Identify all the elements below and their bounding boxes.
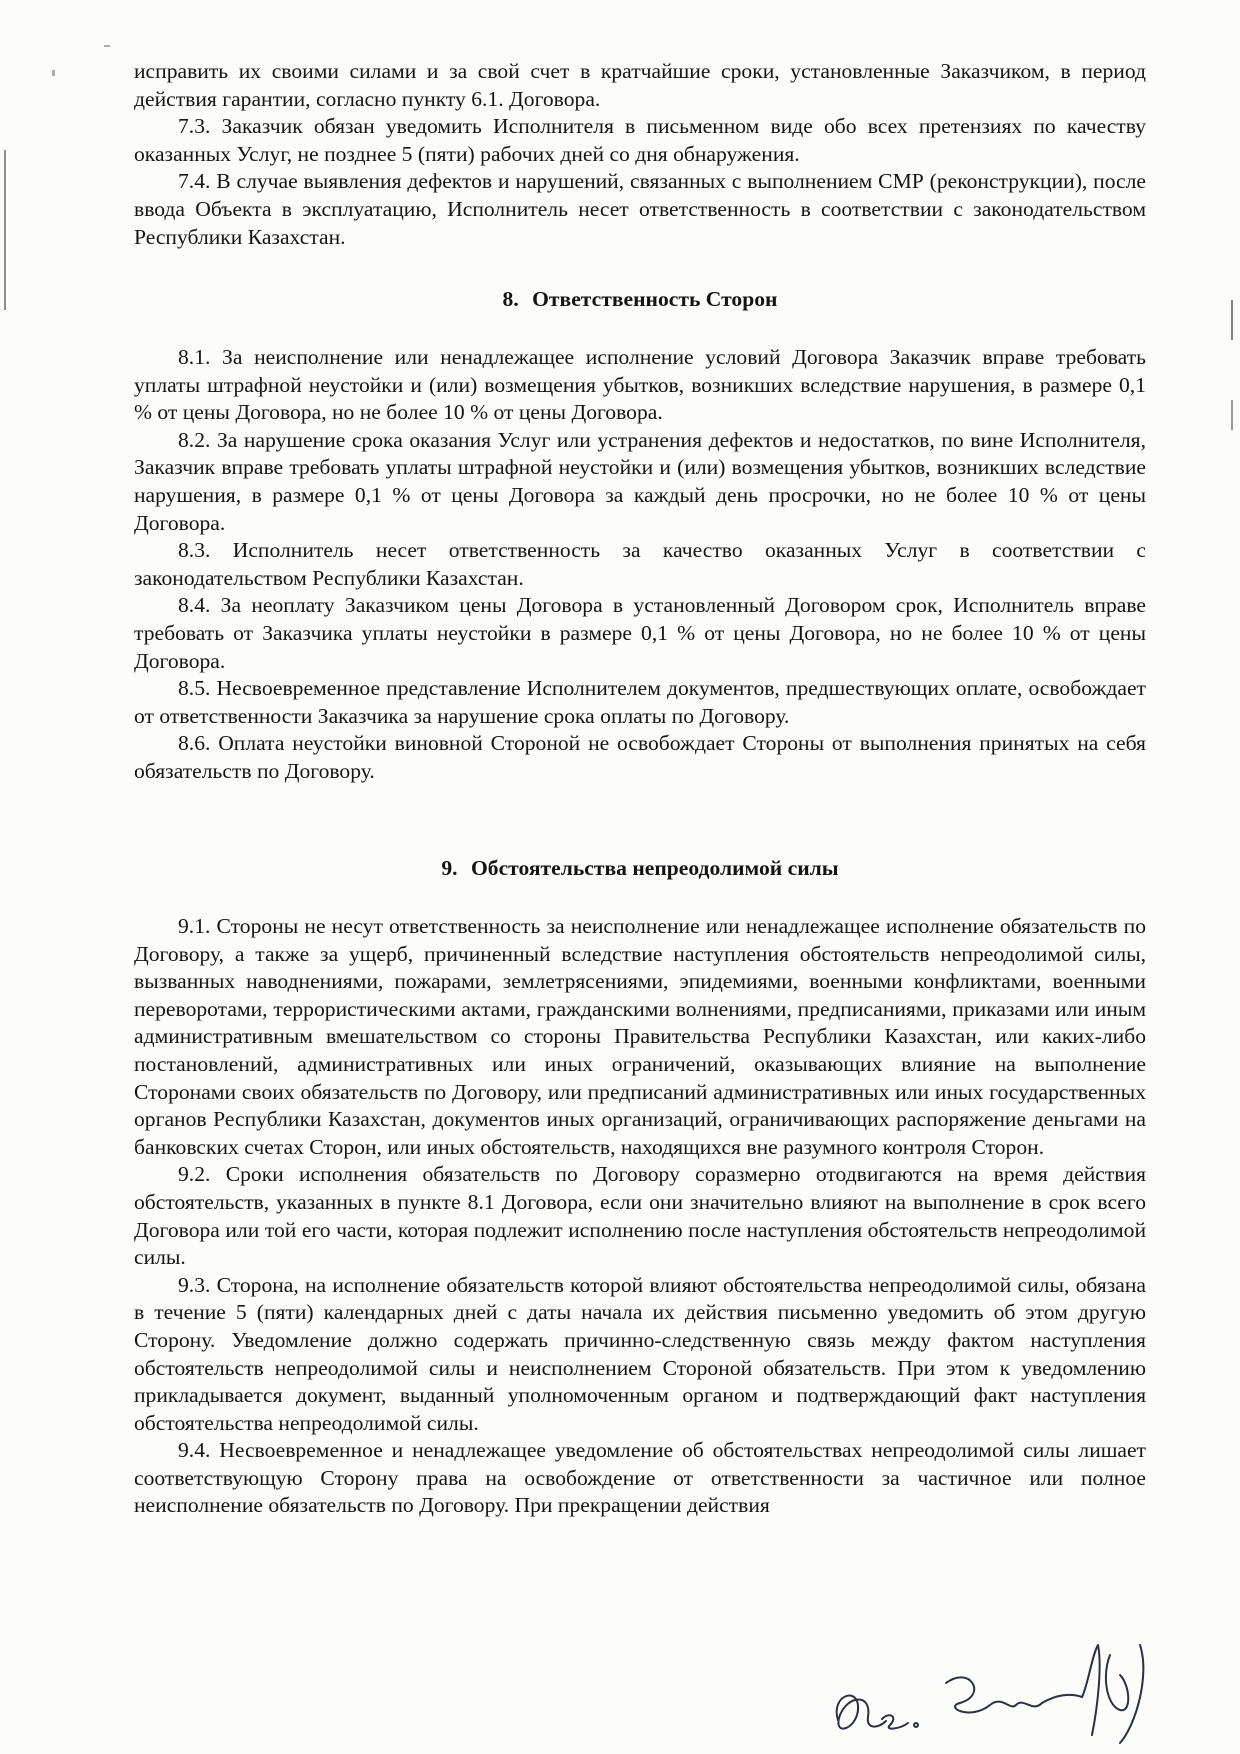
paragraph-8-3: 8.3. Исполнитель несет ответственность за качество оказанных Услуг в соответствии с законодательством Республики Казахстан. <box>134 538 1146 590</box>
section-9-heading <box>134 854 1146 882</box>
paragraph-8-2: 8.2. За нарушение срока оказания Услуг или устранения дефектов и недостатков, по вине Исполнителя, Заказчик вправе требовать уплаты штрафной неустойки и (или) возмещения убытков, возникших вследствие нарушения, в размере 0,1 % от цены Договора за каждый день просрочки, но не более 10 % от цены Договора. <box>134 427 1146 535</box>
clause-7-continuation <box>134 58 1146 251</box>
section-8-heading <box>134 285 1146 313</box>
section-8-body <box>134 344 1146 786</box>
paragraph-9-4: 9.4. Несвоевременное и ненадлежащее уведомление об обстоятельствах непреодолимой силы лишает соответствующую Сторону права на освобождение от ответственности за частичное или полное неисполнение обязательств по Договору. При прекращении действия <box>134 1438 1146 1518</box>
scan-right-mark <box>1231 300 1233 340</box>
paragraph-9-1: 9.1. Стороны не несут ответственность за неисполнение или ненадлежащее исполнение обязательств по Договору, а также за ущерб, причиненный вследствие наступления обстоятельств непреодолимой силы, вызванных наводнениями, пожарами, землетрясениями, эпидемиями, военными конфликтами, военными переворотами, террористическими актами, гражданскими волнениями, предписаниями, приказами или иным административным вмешательством со стороны Правительства Республики Казахстан, или каких-либо постановлений, административных или иных ограничений, оказывающих влияние на выполнение Сторонами своих обязательств по Договору, или предписаний административных или иных государственных органов Республики Казахстан, документов иных организаций, ограничивающих распоряжение деньгами на банковских счетах Сторон, или иных обстоятельств, находящихся вне разумного контроля Сторон. <box>134 914 1146 1159</box>
paragraph-8-1: 8.1. За неисполнение или ненадлежащее исполнение условий Договора Заказчик вправе требовать уплаты штрафной неустойки и (или) возмещения убытков, возникших вследствие нарушения, в размере 0,1 % от цены Договора, но не более 10 % от цены Договора. <box>134 345 1146 425</box>
paragraph-8-6: 8.6. Оплата неустойки виновной Стороной не освобождает Стороны от выполнения принятых на себя обязательств по Договору. <box>134 731 1146 783</box>
scan-margin-dots <box>104 45 110 47</box>
paragraph-7-4: 7.4. В случае выявления дефектов и нарушений, связанных с выполнением СМР (реконструкции), после ввода Объекта в эксплуатацию, Исполнитель несет ответственность в соответствии с законодательством Республики Казахстан. <box>134 169 1146 249</box>
section-9-title: Обстоятельства непреодолимой силы <box>470 856 839 880</box>
scan-right-mark <box>1231 400 1233 430</box>
paragraph-8-5: 8.5. Несвоевременное представление Исполнителем документов, предшествующих оплате, освобождает от ответственности Заказчика за нарушение срока оплаты по Договору. <box>134 676 1146 728</box>
paragraph-9-3: 9.3. Сторона, на исполнение обязательств которой влияют обстоятельства непреодолимой силы, обязана в течение 5 (пяти) календарных дней с даты начала их действия письменно уведомить об этом другую Сторону. Уведомление должно содержать причинно-следственную связь между фактом наступления обстоятельств непреодолимой силы и неисполнением Стороной обязательств. При этом к уведомлению прикладывается документ, выданный уполномоченным органом и подтверждающий факт наступления обстоятельства непреодолимой силы. <box>134 1272 1146 1435</box>
paragraph-8-4: 8.4. За неоплату Заказчиком цены Договора в установленный Договором срок, Исполнитель вправе требовать от Заказчика уплаты неустойки в размере 0,1 % от цены Договора, но не более 10 % от цены Договора. <box>134 593 1146 673</box>
paragraph-continuation: исправить их своими силами и за свой счет в кратчайшие сроки, установленные Заказчиком, в период действия гарантии, согласно пункту 6.1. Договора. <box>134 59 1146 111</box>
scan-margin-line <box>4 150 6 310</box>
scan-margin-dots <box>52 70 55 76</box>
paragraph-9-2: 9.2. Сроки исполнения обязательств по Договору соразмерно отодвигаются на время действия обстоятельств, указанных в пункте 8.1 Договора, если они значительно влияют на выполнение в срок всего Договора или той его части, которая подлежит исполнению после наступления обстоятельств непреодолимой силы. <box>134 1162 1146 1270</box>
section-8-number: 8. <box>502 287 519 311</box>
section-8-title: Ответственность Сторон <box>532 287 778 311</box>
paragraph-7-3: 7.3. Заказчик обязан уведомить Исполнителя в письменном виде обо всех претензиях по качеству оказанных Услуг, не позднее 5 (пяти) рабочих дней со дня обнаружения. <box>134 114 1146 166</box>
handwritten-signature <box>820 1625 1180 1750</box>
section-9-number: 9. <box>441 856 458 880</box>
section-9-body <box>134 913 1146 1520</box>
